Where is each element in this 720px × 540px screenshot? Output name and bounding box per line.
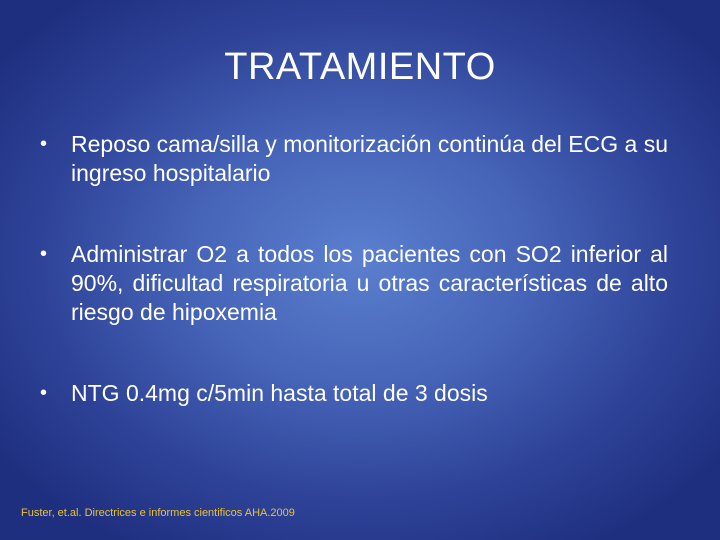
bullet-marker: • — [40, 243, 48, 265]
bullet-item — [40, 240, 668, 327]
bullet-marker: • — [40, 382, 48, 404]
bullet-text: NTG 0.4mg c/5min hasta total de 3 dosis — [71, 380, 488, 406]
slide-title: TRATAMIENTO — [224, 46, 496, 88]
bullet-text: Reposo cama/silla y monitorización continúa del ECG a su ingreso hospitalario — [71, 131, 669, 186]
bullet-list — [40, 130, 668, 408]
bullet-text: Administrar O2 a todos los pacientes con SO2 inferior al 90%, dificultad respiratoria u otras características de alto riesgo de hipoxemia — [71, 241, 668, 325]
bullet-item — [40, 130, 668, 188]
bullet-item — [40, 379, 668, 408]
citation-footnote: Fuster, et.al. Directrices e informes cientificos AHA.2009 — [21, 507, 295, 519]
bullet-marker: • — [40, 133, 48, 155]
